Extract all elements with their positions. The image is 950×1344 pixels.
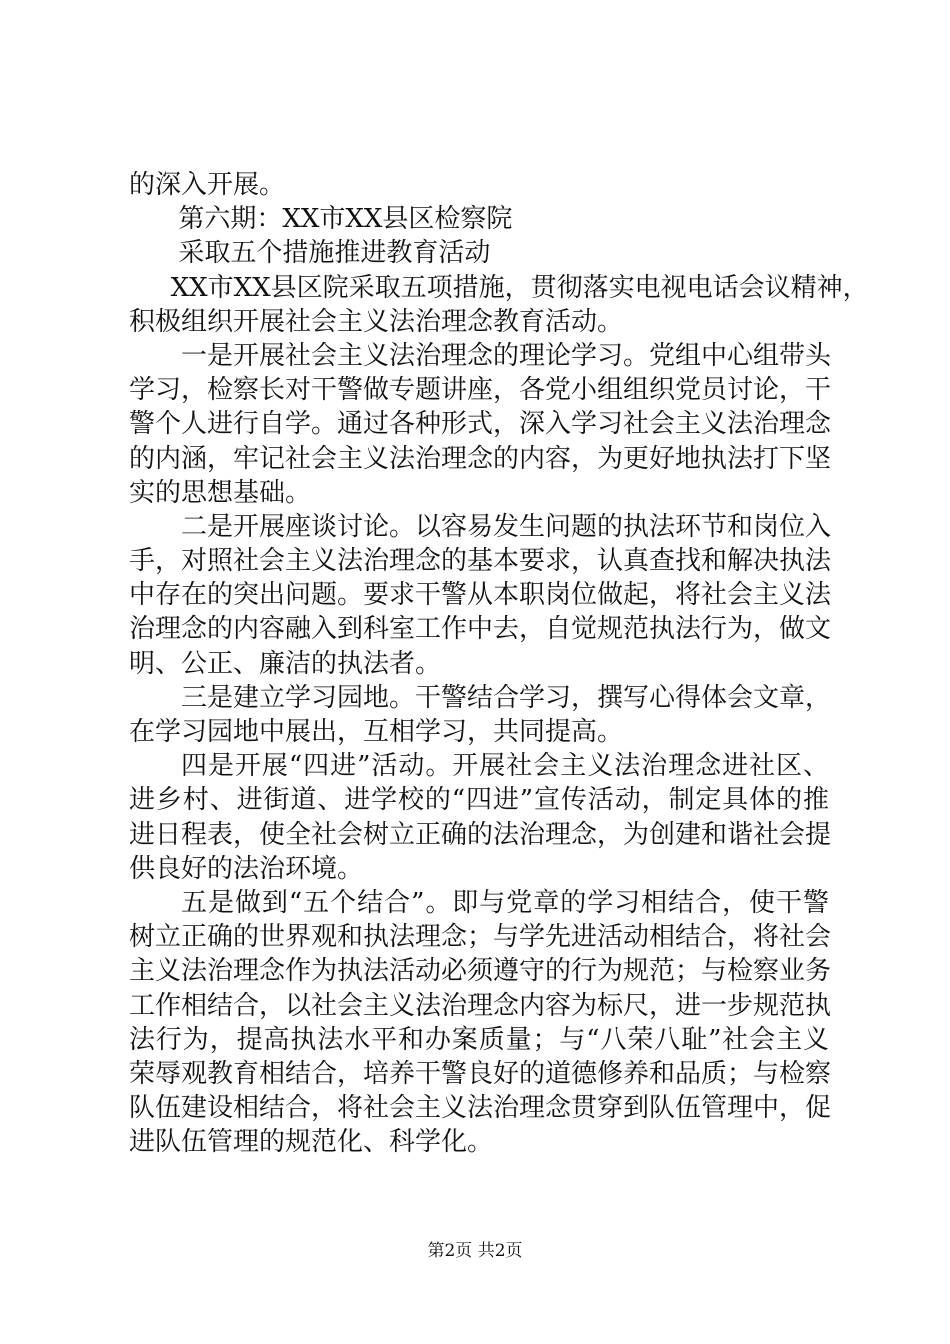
text-line: 采取五个措施推进教育活动 <box>178 238 491 269</box>
text-line: 荣辱观教育相结合，培养干警良好的道德修养和品质；与检察 <box>129 1058 832 1089</box>
text-line: 的内涵，牢记社会主义法治理念的内容，为更好地执法打下坚 <box>129 443 832 474</box>
text-line: 明、公正、廉洁的执法者。 <box>129 648 442 679</box>
text-line: 实的思想基础。 <box>129 477 312 508</box>
text-line: 主义法治理念作为执法活动必须遵守的行为规范；与检察业务 <box>129 956 832 987</box>
text-line: 供良好的法治环境。 <box>129 853 364 884</box>
text-line: 进乡村、进街道、进学校的“四进”宣传活动，制定具体的推 <box>129 785 829 816</box>
text-line: 五是做到“五个结合”。即与党章的学习相结合，使干警 <box>181 887 829 918</box>
text-line: 手，对照社会主义法治理念的基本要求，认真查找和解决执法 <box>129 546 832 577</box>
text-line: 三是建立学习园地。干警结合学习，撰写心得体会文章， <box>181 682 832 713</box>
document-body <box>129 168 869 1159</box>
text-line: 队伍建设相结合，将社会主义法治理念贯穿到队伍管理中，促 <box>129 1093 832 1124</box>
text-line: 工作相结合，以社会主义法治理念内容为标尺，进一步规范执 <box>129 990 832 1021</box>
text-line: 进队伍管理的规范化、科学化。 <box>129 1127 494 1158</box>
text-line: 法行为，提高执法水平和办案质量；与“八荣八耻”社会主义 <box>129 1024 829 1055</box>
text-line: 积极组织开展社会主义法治理念教育活动。 <box>129 306 624 337</box>
page-footer: 第2页 共2页 <box>427 1241 523 1261</box>
text-line: 警个人进行自学。通过各种形式，深入学习社会主义法治理念 <box>129 409 832 440</box>
text-line: 的深入开展。 <box>129 170 286 200</box>
text-line: 治理念的内容融入到科室工作中去，自觉规范执法行为，做文 <box>129 614 832 645</box>
text-line: 学习，检察长对干警做专题讲座，各党小组组织党员讨论，干 <box>129 375 832 406</box>
text-line: 一是开展社会主义法治理念的理论学习。党组中心组带头 <box>181 340 832 371</box>
text-line: 进日程表，使全社会树立正确的法治理念，为创建和谐社会提 <box>129 819 832 850</box>
text-line: 二是开展座谈讨论。以容易发生问题的执法环节和岗位入 <box>181 511 832 542</box>
text-line: 中存在的突出问题。要求干警从本职岗位做起，将社会主义法 <box>129 580 832 611</box>
text-line: 四是开展“四进”活动。开展社会主义法治理念进社区、 <box>181 751 829 782</box>
text-line: XX市XX县区院采取五项措施，贯彻落实电视电话会议精神， <box>170 272 869 303</box>
text-line: 第六期：XX市XX县区检察院 <box>178 204 513 235</box>
text-line: 树立正确的世界观和执法理念；与学先进活动相结合，将社会 <box>129 922 832 953</box>
text-line: 在学习园地中展出，互相学习，共同提高。 <box>129 717 624 747</box>
